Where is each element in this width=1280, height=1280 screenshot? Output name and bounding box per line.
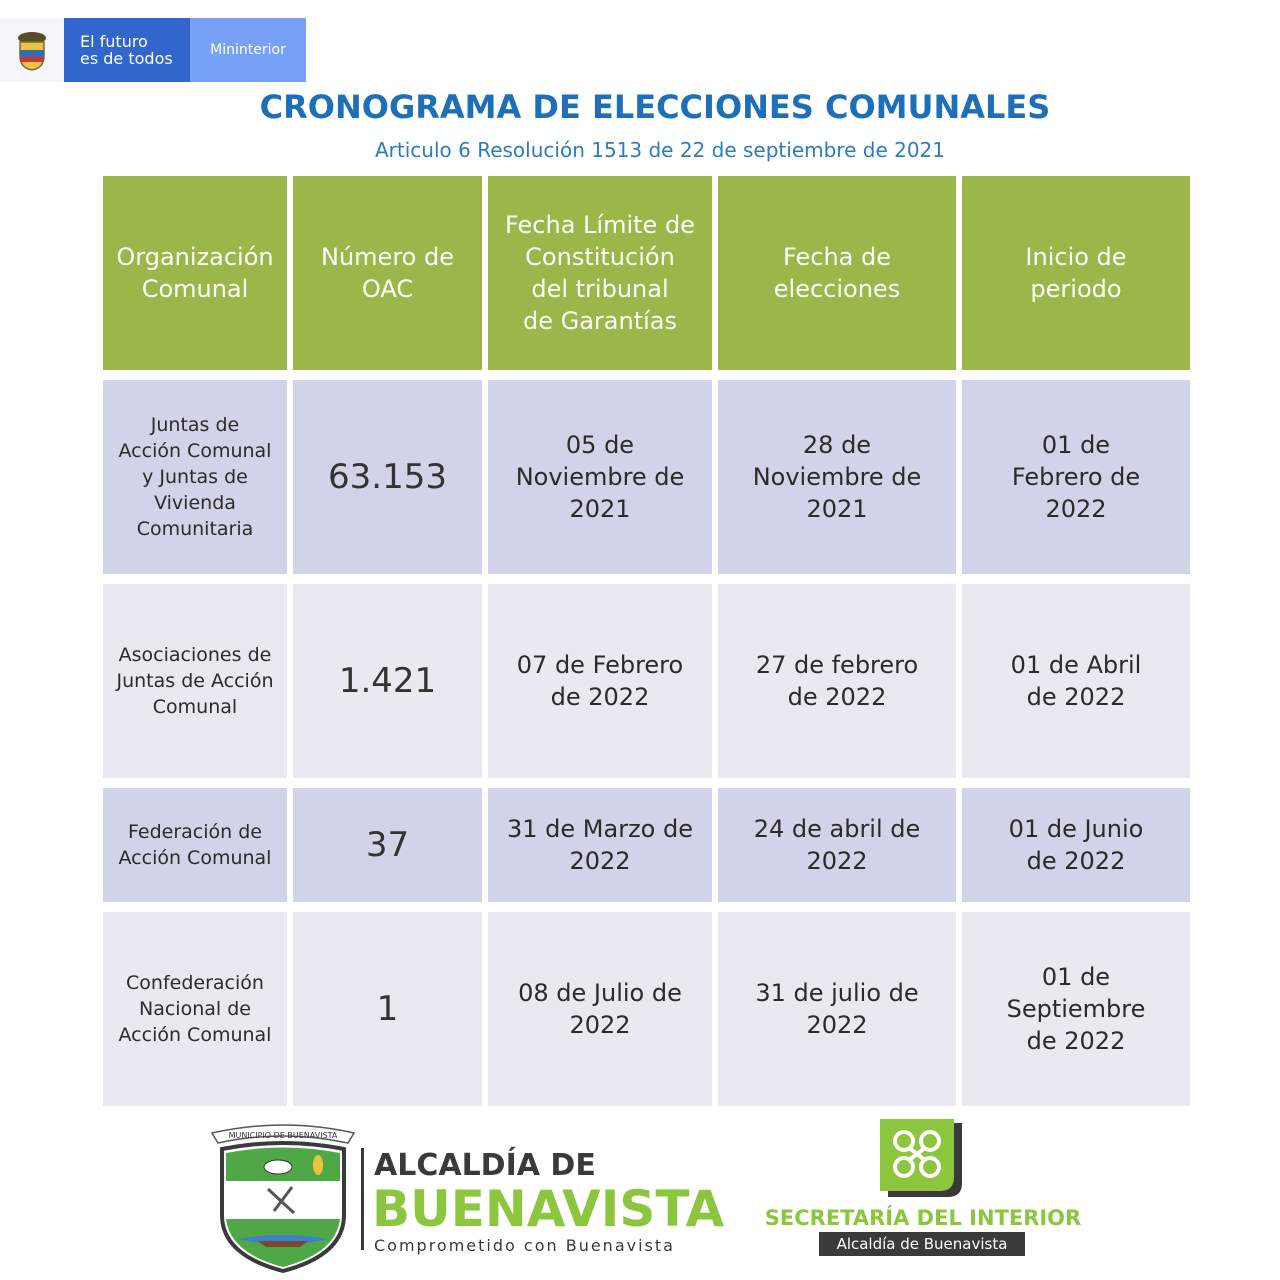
column-header-period-start: Inicio de periodo xyxy=(962,176,1190,370)
table-row-2-count: 1.421 xyxy=(293,584,482,778)
table-row-2-period-start: 01 de Abril de 2022 xyxy=(962,584,1190,778)
government-badge xyxy=(0,18,306,82)
alcaldia-label: ALCALDÍA DE xyxy=(374,1148,596,1183)
table-row-3-count: 37 xyxy=(293,788,482,902)
secretaria-subtitle: Alcaldía de Buenavista xyxy=(819,1232,1025,1256)
table-row-1-election-date: 28 de Noviembre de 2021 xyxy=(718,380,956,574)
gov-slogan: El futuro es de todos xyxy=(64,18,190,82)
secretaria-interior-icon xyxy=(878,1117,966,1199)
table-row-2-tribunal-date: 07 de Febrero de 2022 xyxy=(488,584,712,778)
table-row-1-organization: Juntas de Acción Comunal y Juntas de Vivienda Comunitaria xyxy=(103,380,287,574)
colombia-coat-of-arms-icon xyxy=(0,18,64,82)
table-row-4-tribunal-date: 08 de Julio de 2022 xyxy=(488,912,712,1106)
table-row-3-organization: Federación de Acción Comunal xyxy=(103,788,287,902)
table-row-3-election-date: 24 de abril de 2022 xyxy=(718,788,956,902)
column-header-election-date: Fecha de elecciones xyxy=(718,176,956,370)
column-header-count: Número de OAC xyxy=(293,176,482,370)
alcaldia-tagline: Comprometido con Buenavista xyxy=(374,1236,675,1255)
table-row-4-period-start: 01 de Septiembre de 2022 xyxy=(962,912,1190,1106)
table-row-2-election-date: 27 de febrero de 2022 xyxy=(718,584,956,778)
ministry-label: Mininterior xyxy=(190,18,306,82)
column-header-tribunal-date: Fecha Límite de Constitución del tribunal de Garantías xyxy=(488,176,712,370)
municipio-label: MUNICIPIO DE BUENAVISTA xyxy=(228,1131,338,1140)
page-title: CRONOGRAMA DE ELECCIONES COMUNALES xyxy=(259,88,1051,126)
secretaria-title: SECRETARÍA DEL INTERIOR xyxy=(764,1206,1082,1230)
table-row-4-election-date: 31 de julio de 2022 xyxy=(718,912,956,1106)
alcaldia-divider xyxy=(361,1148,364,1250)
column-header-organization: Organización Comunal xyxy=(103,176,287,370)
table-row-3-tribunal-date: 31 de Marzo de 2022 xyxy=(488,788,712,902)
table-row-4-count: 1 xyxy=(293,912,482,1106)
table-row-1-tribunal-date: 05 de Noviembre de 2021 xyxy=(488,380,712,574)
page-subtitle: Articulo 6 Resolución 1513 de 22 de septiembre de 2021 xyxy=(375,138,945,162)
alcaldia-name: BUENAVISTA xyxy=(372,1180,725,1238)
table-row-3-period-start: 01 de Junio de 2022 xyxy=(962,788,1190,902)
table-row-2-organization: Asociaciones de Juntas de Acción Comunal xyxy=(103,584,287,778)
buenavista-shield-logo xyxy=(208,1115,358,1275)
table-row-1-period-start: 01 de Febrero de 2022 xyxy=(962,380,1190,574)
table-row-4-organization: Confederación Nacional de Acción Comunal xyxy=(103,912,287,1106)
table-row-1-count: 63.153 xyxy=(293,380,482,574)
